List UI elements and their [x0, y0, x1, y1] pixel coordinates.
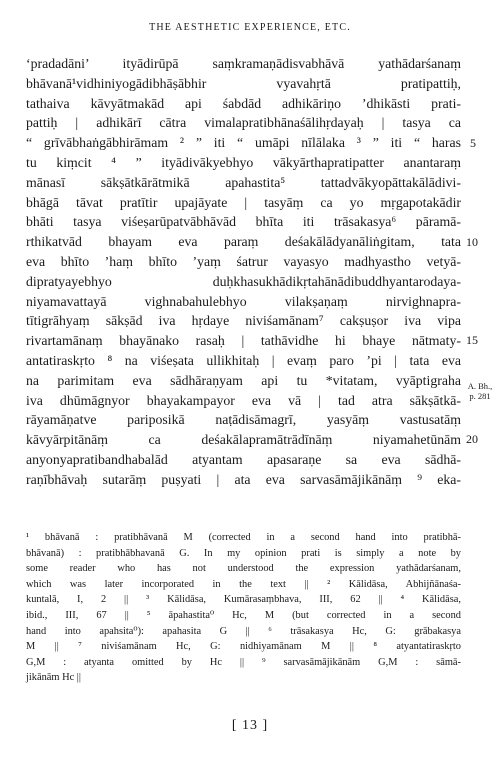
text-line: dipratyayebhyo duḥkhasukhādikṛtahānādibuddhyantarodaya- — [26, 273, 461, 289]
main-text — [26, 54, 461, 490]
text-line: tathaiva kāvyātmakād api śabdād adhikāriṇo ’dhikāsti prati- — [26, 95, 461, 111]
footnote-line: M || ⁷ niviśamānam Hc, G: nidhiyamānam M || ⁸ atyantatiraskṛto — [26, 641, 461, 653]
text-line: “ grīvābhaṅgābhirāmam ² ” iti “ umāpi nīlālaka ³ ” iti “ haras — [26, 135, 461, 151]
text-line: ‘pradadāni’ ityādirūpā saṃkramaṇādisvabhāvā yathādarśanaṃ — [26, 56, 461, 71]
text-line: tu kiṃcit ⁴ ” ityādivākyebhyo vākyārthapratipatter anantaraṃ — [26, 154, 461, 170]
line-number: 20 — [466, 432, 478, 446]
footnote-line: jikānām Hc || — [26, 672, 81, 684]
text-line: na parimitam eva sādhāraṇyam api tu *vitatam, vyāptigraha — [26, 372, 461, 388]
footnote-line: kuntalā, I, 2 || ³ Kālidāsa, Kumārasaṃbhava, III, 62 || ⁴ Kālidāsa, — [26, 594, 461, 606]
margin-reference-source: A. Bh., — [467, 381, 493, 391]
page-number: [ 13 ] — [231, 718, 269, 733]
text-line: bhāvanā¹vidhiniyogādibhāṣābhir vyavahṛtā pratipattiḥ, — [26, 75, 461, 91]
footnote-line: ¹ bhāvanā : pratibhāvanā M (corrected in a second hand into pratibhā- — [26, 532, 461, 543]
margin-reference — [462, 381, 498, 401]
text-line: antatiraskṛto ⁸ na viśeṣata ullikhitaḥ | evaṃ paro ’pi | tata eva — [26, 352, 461, 368]
text-line: pattiḥ | adhikārī cātra vimalapratibhānaśālihṛdayaḥ | tasya ca — [26, 115, 461, 131]
footnote-line: G,M : atyanta omitted by Hc || ⁹ sarvasāmājikānām G,M : sāmā- — [26, 656, 461, 668]
text-line: iva dhūmāgnyor bhayakampayor eva vā | tad atra sākṣātkā- — [26, 392, 461, 408]
text-line: bhāgā tāvat pratītir upajāyate | tasyāṃ ca yo mṛgapotakādir — [26, 194, 461, 210]
text-line: niyamavattayā vighnabahulebhyo vilakṣaṇaṃ nirvighnapra- — [26, 293, 461, 309]
text-line: tītigrāhyaṃ sākṣād iva hṛdaye niviśamānam⁷ cakṣuṣor iva vipa — [26, 313, 461, 329]
footnote-line: bhāvanā) : pratibhābhavanā G. In my opinion prati is simply a note by — [26, 547, 461, 559]
footnote-line: hand into apahsita⁰): apahasita G || ⁶ trāsakasya Hc, G: grābakasya — [26, 625, 461, 637]
text-line: mānasī sākṣātkārātmikā apahastita⁵ tattadvākyopāttakālādivi- — [26, 174, 461, 190]
text-line: rthikatvād bhayam eva paraṃ deśakālādyanāliṅgitam, tata — [26, 234, 461, 250]
text-line: rāyamāṇatve pariposikā naṭādisāmagrī, yasyāṃ vastusatāṃ — [26, 412, 461, 428]
line-number: 5 — [470, 136, 476, 150]
line-number: 15 — [466, 333, 478, 347]
footnote-line: some reader who has not understood the expression yathādarśanam, — [26, 563, 461, 575]
line-number: 10 — [466, 235, 478, 249]
text-line: anyonyapratibandhabalād atyantam apasaraṇe sa eva sādhā- — [26, 451, 461, 467]
footnotes — [26, 530, 461, 686]
footnote-line: which was later incorporated in the text || ² Kālidāsa, Abhijñānaśa- — [26, 578, 461, 590]
margin-reference-page: p. 281 — [469, 391, 491, 401]
text-line: eva bhīto ’haṃ bhīto ’yaṃ śatrur vayasyo madhyastho vetyā- — [26, 253, 461, 269]
text-line: kāvyārpitānāṃ ca deśakālapramātrādīnāṃ niyamahetūnām — [26, 432, 461, 448]
text-line: rivartamānaṃ bhayānako rasaḥ | tathāvidhe hi bhaye nātmaty- — [26, 333, 461, 349]
text-line: bhāti tasya viśeṣarūpatvābhāvād bhīta iti trāsakasya⁶ pāramā- — [26, 214, 461, 230]
footnote-line: ibid., III, 67 || ⁵ āpahastita⁰ Hc, M (but corrected in a second — [26, 609, 461, 621]
running-title: THE AESTHETIC EXPERIENCE, ETC. — [149, 22, 351, 33]
text-line: raṇībhāvaḥ sutarāṃ puṣyati | ata eva sarvasāmājikānāṃ ⁹ eka- — [26, 471, 461, 487]
